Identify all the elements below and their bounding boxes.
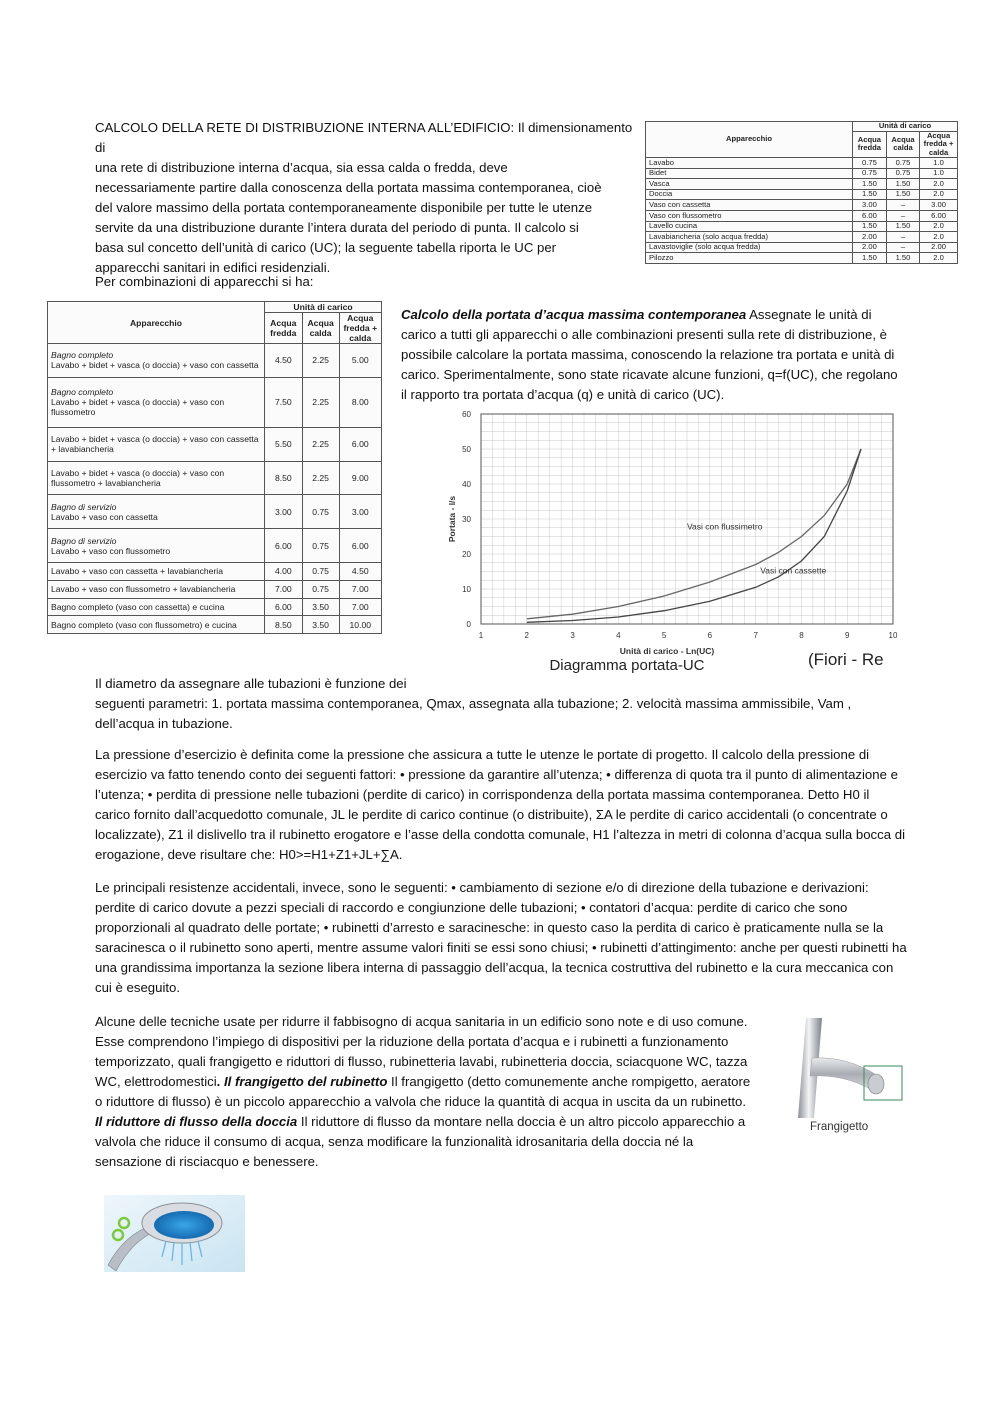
x-tick-label: 3 <box>570 631 575 640</box>
cell-title: Bagno di servizio <box>51 535 117 546</box>
cell-desc: Lavabo + vaso con flussometro <box>51 545 171 556</box>
cell-apparecchio: Doccia <box>646 189 853 200</box>
cell-fredda: 3.00 <box>853 200 887 211</box>
cell-desc: Lavabo + bidet + vasca (o doccia) + vaso con flussometro <box>51 397 225 418</box>
portata-text: Assegnate le unità di carico a tutti gli apparecchi o alle combinazioni presenti sulla rete di distribuzione, è possibile calcolare la portata massima, conoscendo la relazione tra portata e unità di carico. Sperimentalmente, sono state ricavate alcune funzioni, q=f(UC), che regolano il rapporto tra portata d’acqua (q) e unità di carico (UC). <box>401 307 898 402</box>
cell-fredda: 2.00 <box>853 232 887 243</box>
tecniche-text1: Alcune delle tecniche usate per ridurre il fabbisogno di acqua sanitaria in un edificio sono note e di uso comune. Esse comprendono l’impiego di dispositivi per la riduzione della portata d’acqua e i rubinetti a funzionamento temporizzato, quali frangigetto e riduttori di flusso, rubinetteria lavabi, rubinetteria doccia, sciacquone WC, tazza WC, elettrodomestici <box>95 1014 748 1089</box>
cell-calda: 2.25 <box>302 344 339 378</box>
y-tick-label: 20 <box>462 550 471 559</box>
tecniche-paragraph <box>95 1012 755 1172</box>
col-fredda-calda: Acqua fredda + calda <box>920 131 958 158</box>
y-axis-label: Portata - l/s <box>447 495 457 543</box>
table-row <box>646 179 958 190</box>
intro-line: una rete di distribuzione interna d’acqua, sia essa calda o fredda, deve <box>95 160 508 175</box>
uc-table-combinazioni <box>47 301 382 634</box>
cell-calda: 0.75 <box>886 158 919 169</box>
cell-desc: Lavabo + bidet + vasca (o doccia) + vaso con cassetta <box>51 360 259 371</box>
cell-fredda: 4.00 <box>265 563 303 581</box>
cell-fredda-calda: 4.50 <box>339 563 381 581</box>
y-tick-label: 50 <box>462 445 471 454</box>
x-tick-label: 7 <box>753 631 758 640</box>
tecniche-dot: . <box>216 1074 221 1089</box>
cell-fredda: 1.50 <box>853 253 887 264</box>
cell-desc: Lavabo + vaso con flussometro + lavabiancheria <box>51 584 236 595</box>
cell-apparecchio: Vasca <box>646 179 853 190</box>
portata-paragraph <box>401 305 906 405</box>
cell-fredda-calda: 6.00 <box>339 529 381 563</box>
cell-fredda: 7.00 <box>265 580 303 598</box>
x-tick-label: 1 <box>478 631 484 640</box>
cell-fredda: 1.50 <box>853 189 887 200</box>
cell-apparecchio <box>48 598 265 616</box>
frangigetto-heading: Il frangigetto del rubinetto <box>224 1074 388 1089</box>
col-apparecchio: Apparecchio <box>646 122 853 158</box>
cell-fredda-calda: 5.00 <box>339 344 381 378</box>
uc-table-apparecchi <box>645 121 958 264</box>
table-row <box>48 495 382 529</box>
shower-head-image <box>104 1195 245 1272</box>
x-tick-label: 4 <box>616 631 621 640</box>
cell-desc: Lavabo + vaso con cassetta + lavabiancheria <box>51 566 223 577</box>
cell-fredda: 2.00 <box>853 242 887 253</box>
cell-fredda-calda: 1.0 <box>920 158 958 169</box>
cell-apparecchio <box>48 616 265 634</box>
diametro-line1: Il diametro da assegnare alle tubazioni è funzione dei <box>95 676 407 691</box>
cell-calda: 3.50 <box>302 598 339 616</box>
x-tick-label: 10 <box>888 631 898 640</box>
cell-fredda: 5.50 <box>265 427 303 461</box>
cell-calda: 0.75 <box>302 529 339 563</box>
cell-apparecchio: Pilozzo <box>646 253 853 264</box>
cell-apparecchio: Lavello cucina <box>646 221 853 232</box>
pressione-paragraph: La pressione d’esercizio è definita come la pressione che assicura a tutte le utenze le portate di progetto. Il calcolo della pressione di esercizio va fatto tenendo conto dei seguenti fattori: • pressione da garantire all’utenza; • differenza di quota tra il punto di alimentazione e l’utenza; • perdita di pressione nelle tubazioni (perdite di carico) in corrispondenza della portata massima contemporanea. Detto H0 il carico fornito dall’acquedotto comunale, JL le perdite di carico continue (o distribuite), ΣA le perdite di carico accidentali (o concentrate o localizzate), Z1 il dislivello tra il rubinetto erogatore e l’asse della condotta comunale, H1 l’altezza in metri di colonna d’acqua sulla bocca di erogazione, deve risultare che: H0>=H1+Z1+JL+∑A. <box>95 747 905 862</box>
cell-fredda-calda: 7.00 <box>339 580 381 598</box>
cell-calda: 0.75 <box>302 495 339 529</box>
cell-calda: 2.25 <box>302 427 339 461</box>
y-tick-label: 10 <box>462 585 471 594</box>
cell-fredda-calda: 6.00 <box>339 427 381 461</box>
cell-desc: Bagno completo (vaso con flussometro) e cucina <box>51 619 237 630</box>
col-group-uc: Unità di carico <box>853 122 958 132</box>
table-row <box>646 210 958 221</box>
combinations-caption: Per combinazioni di apparecchi si ha: <box>95 274 314 289</box>
cell-fredda-calda: 2.0 <box>920 232 958 243</box>
cell-title: Bagno completo <box>51 350 114 361</box>
series-label-flussimetro: Vasi con flussimetro <box>687 521 763 532</box>
cell-apparecchio <box>48 344 265 378</box>
cell-fredda-calda: 8.00 <box>339 377 381 427</box>
cell-calda: – <box>886 242 919 253</box>
x-tick-label: 9 <box>844 631 850 640</box>
series-line-cassette <box>527 449 861 622</box>
x-axis-label: Unità di carico - Ln(UC) <box>619 646 715 656</box>
col-fredda: Acqua fredda <box>265 313 303 344</box>
table-row <box>48 563 382 581</box>
cell-desc: Bagno completo (vaso con cassetta) e cucina <box>51 601 225 612</box>
cell-fredda-calda: 2.0 <box>920 179 958 190</box>
cell-calda: 2.25 <box>302 377 339 427</box>
col-calda: Acqua calda <box>302 313 339 344</box>
cell-fredda: 7.50 <box>265 377 303 427</box>
cell-calda: 2.25 <box>302 461 339 495</box>
cell-title: Bagno completo <box>51 387 114 398</box>
col-fredda: Acqua fredda <box>853 131 887 158</box>
table-row <box>48 461 382 495</box>
table-row <box>646 232 958 243</box>
cell-fredda: 1.50 <box>853 179 887 190</box>
cell-fredda-calda: 6.00 <box>920 210 958 221</box>
cell-fredda: 6.00 <box>265 598 303 616</box>
cell-calda: 1.50 <box>886 189 919 200</box>
table-row <box>48 580 382 598</box>
cell-apparecchio: Lavabo <box>646 158 853 169</box>
col-fredda-calda: Acqua fredda + calda <box>339 313 381 344</box>
resistenze-paragraph: Le principali resistenze accidentali, invece, sono le seguenti: • cambiamento di sezione e/o di direzione della tubazione e derivazioni: perdite di carico dovute a pezzi speciali di raccordo e congiunzione delle tubazioni; • contatori d’acqua: perdite di carico che sono proporzionali al quadrato delle portate; • rubinetti d’arresto e saracinesche: in questo caso la perdita di carico è praticamente nulla se la saracinesca o il rubinetto sono aperti, mentre assume valori finiti se essi sono chiusi; • rubinetti d’attingimento: anche per questi rubinetti ha una grandissima importanza la sezione libera interna di passaggio dell’acqua, la tecnica costruttiva del rubinetto e la cura meccanica con cui è eseguito. <box>95 880 907 995</box>
cell-apparecchio <box>48 563 265 581</box>
y-tick-label: 40 <box>462 480 471 489</box>
cell-desc: Lavabo + bidet + vasca (o doccia) + vaso con flussometro + lavabiancheria <box>51 468 225 488</box>
table-row <box>646 200 958 211</box>
table-row <box>646 221 958 232</box>
cell-calda: 0.75 <box>886 168 919 179</box>
chart-source: (Fiori - Re <box>808 650 884 669</box>
cell-fredda: 8.50 <box>265 616 303 634</box>
intro-line: necessariamente partire dalla conoscenza della portata massima contemporanea, cioè <box>95 180 602 195</box>
cell-desc: Lavabo + vaso con cassetta <box>51 511 158 522</box>
y-tick-label: 0 <box>466 620 471 629</box>
cell-apparecchio <box>48 377 265 427</box>
frangigetto-image <box>778 1018 908 1118</box>
chart-svg <box>443 404 905 676</box>
intro-line: basa sul concetto dell’unità di carico (UC); la seguente tabella riporta le UC per <box>95 240 557 255</box>
portata-uc-chart <box>443 404 905 676</box>
cell-apparecchio <box>48 461 265 495</box>
faucet-icon <box>778 1018 908 1118</box>
cell-calda: 1.50 <box>886 221 919 232</box>
cell-apparecchio <box>48 495 265 529</box>
x-tick-label: 8 <box>799 631 804 640</box>
cell-fredda: 6.00 <box>853 210 887 221</box>
table-row <box>48 529 382 563</box>
cell-desc: Lavabo + bidet + vasca (o doccia) + vaso con cassetta + lavabiancheria <box>51 434 259 455</box>
series-line-flussimetro <box>527 449 861 619</box>
portata-heading: Calcolo della portata d’acqua massima contemporanea <box>401 307 747 322</box>
cell-fredda-calda: 2.00 <box>920 242 958 253</box>
col-calda: Acqua calda <box>886 131 919 158</box>
cell-title: Bagno di servizio <box>51 501 117 512</box>
shower-head-icon <box>104 1195 245 1272</box>
cell-calda: 1.50 <box>886 179 919 190</box>
cell-apparecchio: Vaso con flussometro <box>646 210 853 221</box>
y-tick-label: 30 <box>462 515 471 524</box>
cell-fredda-calda: 2.0 <box>920 253 958 264</box>
cell-fredda-calda: 2.0 <box>920 189 958 200</box>
cell-calda: 1.50 <box>886 253 919 264</box>
intro-line: CALCOLO DELLA RETE DI DISTRIBUZIONE INTERNA ALL’EDIFICIO: Il dimensionamento di <box>95 120 633 155</box>
table-row <box>48 377 382 427</box>
cell-calda: 3.50 <box>302 616 339 634</box>
x-tick-label: 2 <box>524 631 530 640</box>
cell-calda: 0.75 <box>302 563 339 581</box>
cell-calda: – <box>886 232 919 243</box>
cell-fredda: 0.75 <box>853 158 887 169</box>
diametro-paragraph <box>95 674 905 734</box>
cell-fredda: 0.75 <box>853 168 887 179</box>
cell-calda: – <box>886 200 919 211</box>
cell-fredda-calda: 1.0 <box>920 168 958 179</box>
cell-fredda-calda: 10.00 <box>339 616 381 634</box>
table-row <box>646 242 958 253</box>
cell-fredda-calda: 7.00 <box>339 598 381 616</box>
table-row <box>646 168 958 179</box>
diametro-text: seguenti parametri: 1. portata massima contemporanea, Qmax, assegnata alla tubazione; 2. velocità massima ammissibile, Vam , dell’acqua in tubazione. <box>95 696 852 731</box>
col-group-uc: Unità di carico <box>265 302 382 313</box>
cell-apparecchio <box>48 427 265 461</box>
cell-fredda: 4.50 <box>265 344 303 378</box>
cell-fredda: 3.00 <box>265 495 303 529</box>
table-row <box>48 427 382 461</box>
cell-fredda-calda: 3.00 <box>339 495 381 529</box>
col-apparecchio: Apparecchio <box>48 302 265 344</box>
frangigetto-caption: Frangigetto <box>810 1121 869 1133</box>
table-row <box>646 189 958 200</box>
table-row <box>48 344 382 378</box>
table-row <box>646 158 958 169</box>
cell-calda: – <box>886 210 919 221</box>
intro-paragraph <box>95 118 640 278</box>
chart-title: Diagramma portata-UC <box>549 657 705 674</box>
cell-apparecchio <box>48 529 265 563</box>
table-row <box>646 253 958 264</box>
cell-apparecchio: Vaso con cassetta <box>646 200 853 211</box>
cell-fredda-calda: 3.00 <box>920 200 958 211</box>
cell-apparecchio <box>48 580 265 598</box>
tecniche-text3: Il riduttore di flusso da montare nella doccia è un altro piccolo apparecchio a valvola che riduce il consumo di acqua, senza modificare la funzionalità idrosanitaria della doccia né la sensazione di risciacquo e benessere. <box>95 1114 746 1169</box>
cell-fredda-calda: 2.0 <box>920 221 958 232</box>
series-label-cassette: Vasi con cassette <box>760 565 827 576</box>
table-row <box>48 598 382 616</box>
cell-fredda-calda: 9.00 <box>339 461 381 495</box>
cell-apparecchio: Lavastoviglie (solo acqua fredda) <box>646 242 853 253</box>
cell-fredda: 1.50 <box>853 221 887 232</box>
x-tick-label: 6 <box>707 631 713 640</box>
table-row <box>48 616 382 634</box>
tecniche-text2: Il frangigetto (detto comunemente anche rompigetto, aeratore o riduttore di flusso) è un piccolo apparecchio a valvola che riduce la quantità di acqua in uscita da un rubinetto. <box>95 1074 751 1109</box>
cell-calda: 0.75 <box>302 580 339 598</box>
intro-line: servite da una distribuzione durante l’intera durata del periodo di punta. Il calcolo si <box>95 220 579 235</box>
intro-line: apparecchi sanitari in edifici residenziali. <box>95 260 331 275</box>
x-tick-label: 5 <box>661 631 667 640</box>
cell-fredda: 6.00 <box>265 529 303 563</box>
y-tick-label: 60 <box>462 410 471 419</box>
cell-apparecchio: Lavabiancheria (solo acqua fredda) <box>646 232 853 243</box>
cell-fredda: 8.50 <box>265 461 303 495</box>
riduttore-heading: Il riduttore di flusso della doccia <box>95 1114 298 1129</box>
cell-apparecchio: Bidet <box>646 168 853 179</box>
intro-line: del valore massimo della portata contemporaneamente disponibile per tutte le utenze <box>95 200 593 215</box>
